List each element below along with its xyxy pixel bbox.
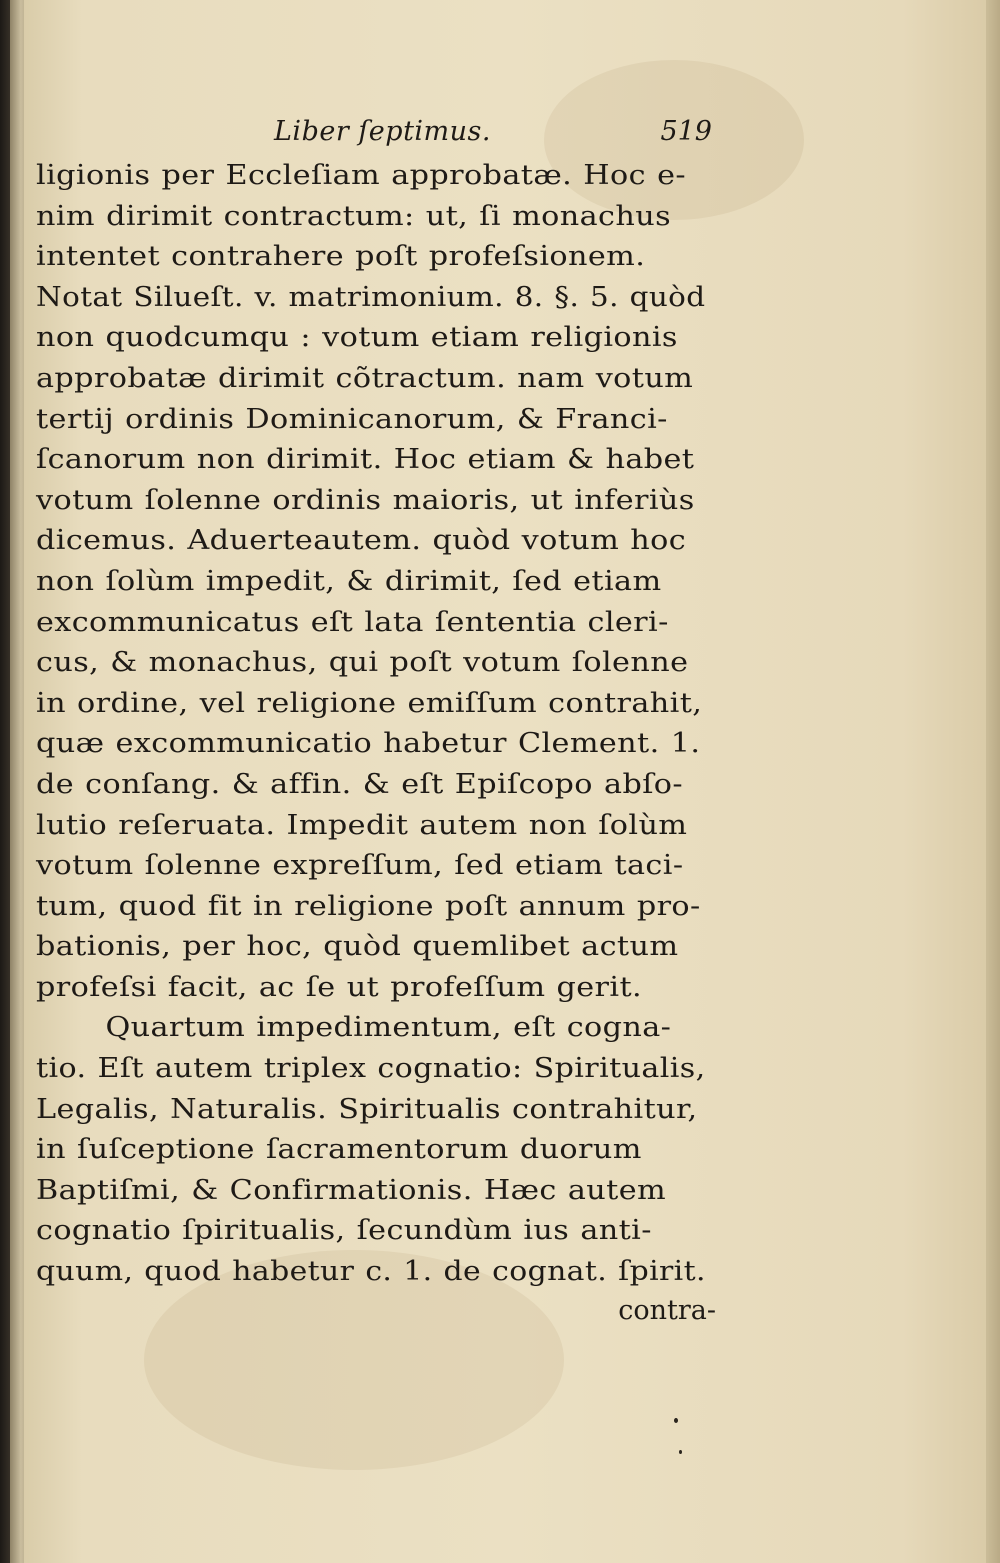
ink-speck	[679, 1450, 682, 1454]
text-line: in ordine, vel religione emiſſum contrahit,	[36, 687, 703, 719]
catchword	[36, 1293, 726, 1333]
text-line: cus, & monachus, qui poſt votum ſolenne	[36, 647, 689, 679]
text-line: de conſang. & affin. & eſt Epiſcopo abſo-	[36, 768, 683, 800]
text-line: Quartum impedimentum, eſt cogna-	[105, 1012, 672, 1044]
text-line: Notat Silueſt. v. matrimonium. 8. §. 5. quòd	[36, 281, 706, 313]
page-leaf	[24, 0, 1000, 1563]
text-line: Legalis, Naturalis. Spiritualis contrahitur,	[36, 1093, 698, 1125]
text-line: votum ſolenne expreſſum, ſed etiam taci-	[36, 850, 684, 882]
text-line: ligionis per Eccleſiam approbatæ. Hoc e-	[36, 160, 687, 191]
text-line: ſcanorum non dirimit. Hoc etiam & habet	[36, 444, 695, 476]
text-line: excommunicatus eſt lata ſententia cleri-	[36, 606, 669, 638]
text-line: quum, quod habetur c. 1. de cognat. ſpirit.	[36, 1256, 706, 1288]
text-line: tum, quod fit in religione poſt annum pro-	[36, 890, 701, 922]
text-line: intentet contrahere poſt profeſsionem.	[36, 241, 646, 273]
text-line: bationis, per hoc, quòd quemlibet actum	[36, 931, 679, 963]
text-line: dicemus. Aduerteautem. quòd votum hoc	[36, 525, 687, 557]
text-line: nim dirimit contractum: ut, ſi monachus	[36, 200, 672, 232]
paragraph-2	[36, 1008, 726, 1292]
text-line: in ſuſceptione ſacramentorum duorum	[36, 1134, 642, 1166]
text-line: Baptiſmi, & Confirmationis. Hæc autem	[36, 1174, 667, 1206]
text-line: approbatæ dirimit cõtractum. nam votum	[36, 362, 694, 394]
page-right-edge	[986, 0, 1000, 1563]
catchword-text: contra-	[618, 1294, 716, 1326]
text-line: quæ excommunicatio habetur Clement. 1.	[36, 728, 701, 760]
paragraph-1	[36, 156, 726, 1008]
running-head	[36, 112, 726, 156]
text-line: cognatio ſpiritualis, ſecundùm ius anti-	[36, 1215, 652, 1247]
text-line: non quodcumqu : votum etiam religionis	[36, 322, 678, 354]
text-line: tertij ordinis Dominicanorum, & Franci-	[36, 403, 668, 435]
text-line: tio. Eſt autem triplex cognatio: Spiritualis,	[36, 1053, 706, 1085]
text-line: lutio reſeruata. Impedit autem non ſolùm	[36, 809, 688, 841]
running-head-title: Liber ſeptimus.	[274, 116, 491, 147]
text-line: votum ſolenne ordinis maioris, ut inferiùs	[36, 484, 695, 516]
text-block	[36, 112, 726, 1333]
page-number: 519	[660, 116, 712, 147]
text-line: profeſsi facit, ac ſe ut profeſſum gerit.	[36, 971, 643, 1003]
text-line: non ſolùm impedit, & dirimit, ſed etiam	[36, 565, 662, 597]
ink-speck	[674, 1418, 678, 1423]
